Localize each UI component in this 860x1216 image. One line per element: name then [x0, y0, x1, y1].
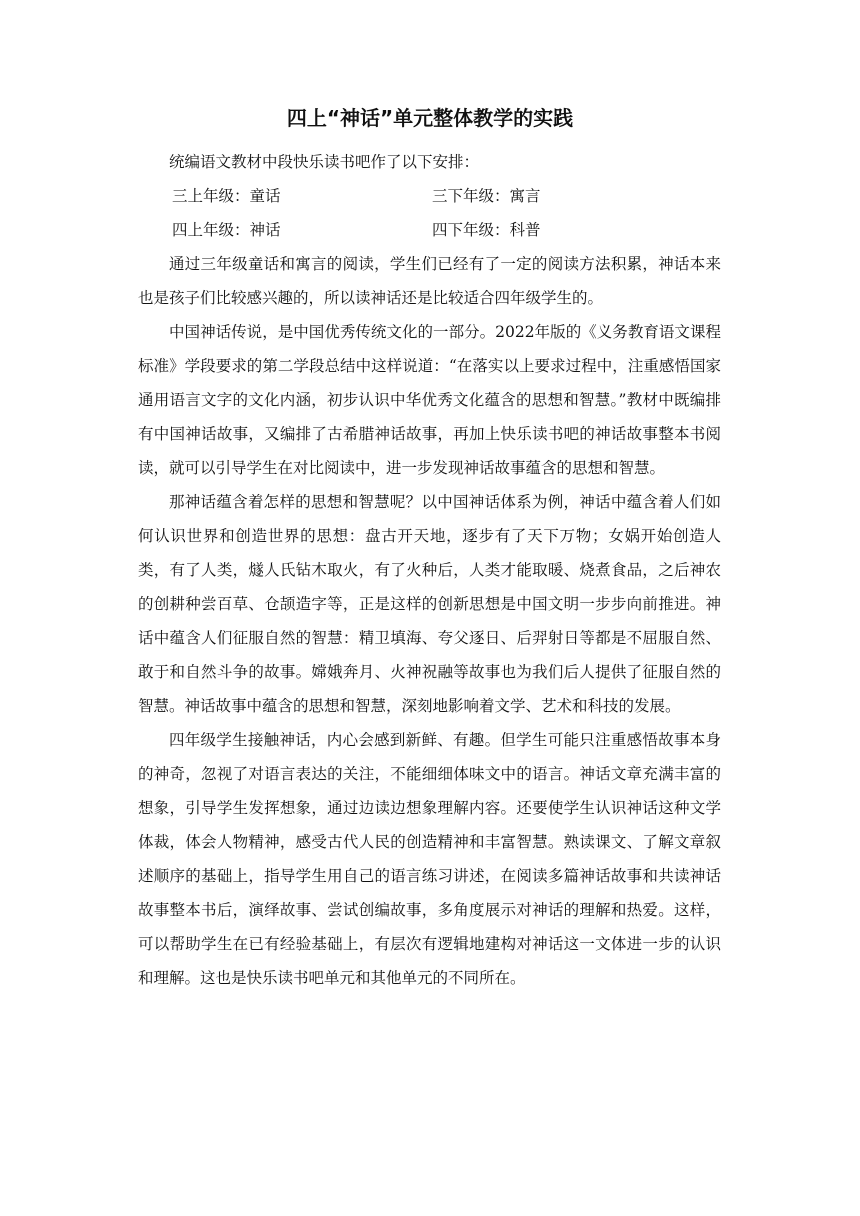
document-title: 四上“神话”单元整体教学的实践 — [286, 106, 574, 130]
body-paragraph: 那神话蕴含着怎样的思想和智慧呢？以中国神话体系为例，神话中蕴含着人们如何认识世界和创造世界的思想：盘古开天地，逐步有了天下万物；女娲开始创造人类，有了人类，燧人氏钻木取火，有了火种后，人类才能取暖、烧煮食品，之后神农的创耕种尝百草、仓颉造字等，正是这样的创新思想是中国文明一步步向前推进。神话中蕴含人们征服自然的智慧：精卫填海、夸父逐日、后羿射日等都是不屈服自然、敢于和自然斗争的故事。嫦娥奔月、火神祝融等故事也为我们后人提供了征服自然的智慧。神话故事中蕴含的思想和智慧，深刻地影响着文学、艺术和科技的发展。 — [138, 493, 721, 715]
body-paragraph: 通过三年级童话和寓言的阅读，学生们已经有了一定的阅读方法积累，神话本来也是孩子们比较感兴趣的，所以读神话还是比较适合四年级学生的。 — [138, 255, 721, 307]
grade-item-4a: 四上年级：神话 — [172, 221, 281, 239]
grade-row-1 — [138, 179, 721, 213]
grade-row-2 — [138, 213, 721, 247]
body-paragraph: 四年级学生接触神话，内心会感到新鲜、有趣。但学生可能只注重感悟故事本身的神奇，忽视了对语言表达的关注，不能细细体味文中的语言。神话文章充满丰富的想象，引导学生发挥想象，通过边读边想象理解内容。还要使学生认识神话这种文学体裁，体会人物精神，感受古代人民的创造精神和丰富智慧。熟读课文、了解文章叙述顺序的基础上，指导学生用自己的语言练习讲述，在阅读多篇神话故事和共读神话故事整本书后，演绎故事、尝试创编故事，多角度展示对神话的理解和热爱。这样，可以帮助学生在已有经验基础上，有层次有逻辑地建构对神话这一文体进一步的认识和理解。这也是快乐读书吧单元和其他单元的不同所在。 — [138, 731, 721, 987]
grade-item-4b: 四下年级：科普 — [432, 221, 541, 239]
intro-paragraph: 统编语文教材中段快乐读书吧作了以下安排： — [169, 153, 480, 171]
grade-item-3a: 三上年级：童话 — [172, 187, 281, 205]
document-body — [138, 145, 721, 995]
grade-item-3b: 三下年级：寓言 — [432, 187, 541, 205]
body-paragraph: 中国神话传说，是中国优秀传统文化的一部分。2022年版的《义务教育语文课程标准》学段要求的第二学段总结中这样说道：“在落实以上要求过程中，注重感悟国家通用语言文字的文化内涵，初步认识中华优秀文化蕴含的思想和智慧。”教材中既编排有中国神话故事，又编排了古希腊神话故事，再加上快乐读书吧的神话故事整本书阅读，就可以引导学生在对比阅读中，进一步发现神话故事蕴含的思想和智慧。 — [138, 323, 721, 477]
